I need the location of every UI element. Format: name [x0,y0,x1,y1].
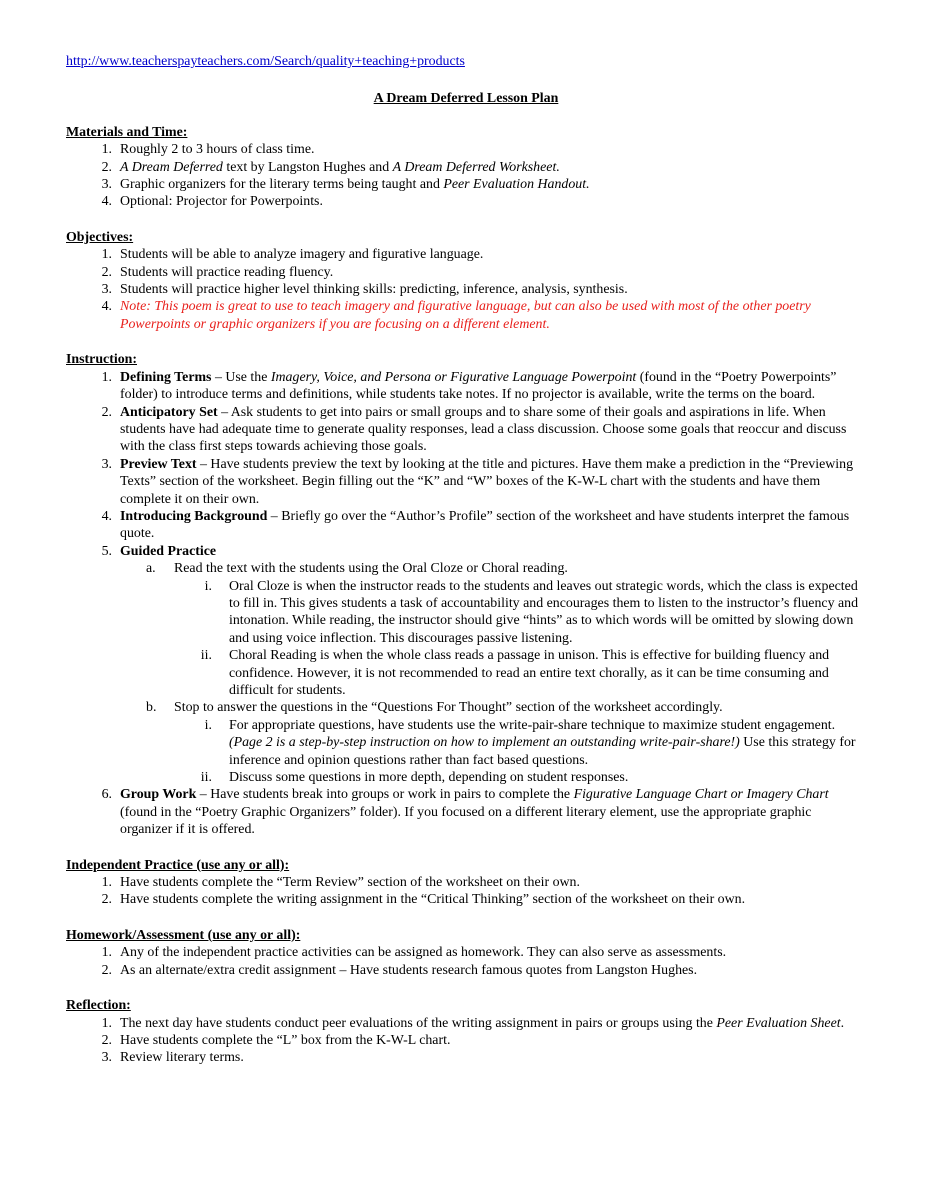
objectives-list [66,246,866,333]
list-item-number: ii. [200,770,212,786]
reflection-list [66,1015,866,1067]
list-item-number: 2. [101,892,112,908]
list-item-number: 2. [101,1032,112,1048]
list-item-number: i. [204,717,212,733]
homework-list [66,944,866,979]
list-item-text: For appropriate questions, have students use the write-pair-share technique to maximize student engagement. (Page 2 is a step-by-step instruction on how to implement an outstanding write-pair-share!) Use this strategy for inference and opinion questions rather than fact based questions. [229,717,856,768]
list-item-text: Any of the independent practice activities can be assigned as homework. They can also serve as assessments. [120,945,727,961]
list-item [66,786,866,838]
list-item-text: Anticipatory Set – Ask students to get into pairs or small groups and to share some of their goals and aspirations in life. When students have had adequate time to generate quality responses, lead a class discussion. Choose some goals that reoccur and discuss with the class first steps towards achieving those goals. [120,404,847,455]
reflection-heading: Reflection: [66,998,131,1014]
list-item [66,141,866,158]
list-item-text: Group Work – Have students break into groups or work in pairs to complete the Figurative Language Chart or Imagery Chart (found in the “Poetry Graphic Organizers” folder). If you focused on a different literary element, use the appropriate graphic organizer if it is offered. [120,787,829,838]
list-item-text: Read the text with the students using the Oral Cloze or Choral reading. [174,561,568,577]
list-item-number: 4. [101,508,112,524]
list-item [66,962,866,979]
list-item-number: b. [146,700,157,716]
list-item [66,456,866,508]
list-item-text: Introducing Background – Briefly go over the “Author’s Profile” section of the worksheet and have students interpret the famous quote. [120,508,850,542]
list-item-text: Graphic organizers for the literary terms being taught and Peer Evaluation Handout. [120,177,590,193]
list-item [66,1049,866,1066]
list-item-text: A Dream Deferred text by Langston Hughes and A Dream Deferred Worksheet. [120,159,560,175]
list-item-number: 1. [101,945,112,961]
list-item-text: Discuss some questions in more depth, depending on student responses. [229,770,629,786]
list-item-text: Optional: Projector for Powerpoints. [120,194,323,210]
list-item [66,193,866,210]
list-item-number: 2. [101,159,112,175]
list-item-text: Roughly 2 to 3 hours of class time. [120,142,315,158]
list-item-text: Review literary terms. [120,1050,244,1066]
list-item [66,560,866,577]
materials-list [66,141,866,211]
list-item [66,246,866,263]
list-item [66,717,866,769]
list-item-number: 3. [101,282,112,298]
list-item-number: 3. [101,177,112,193]
materials-section [66,124,866,211]
list-item-text: Students will be able to analyze imagery and figurative language. [120,247,484,263]
list-item-number: 2. [101,264,112,280]
instruction-list [66,369,866,839]
list-item [66,508,866,543]
list-item-text: Defining Terms – Use the Imagery, Voice, and Persona or Figurative Language Powerpoint (found in the “Poetry Powerpoints” folder) to introduce terms and definitions, while students take notes. If no projector is available, write the terms on the board. [120,369,837,403]
list-item [66,1032,866,1049]
list-item [66,769,866,786]
list-item [66,647,866,699]
list-item-number: i. [204,578,212,594]
list-item-number: 3. [101,1050,112,1066]
list-item [66,543,866,560]
list-item [66,298,866,333]
list-item-text: As an alternate/extra credit assignment – Have students research famous quotes from Langston Hughes. [120,962,698,978]
list-item-text: The next day have students conduct peer evaluations of the writing assignment in pairs or groups using the Peer Evaluation Sheet. [120,1015,845,1031]
list-item-text: Students will practice higher level thinking skills: predicting, inference, analysis, synthesis. [120,282,628,298]
list-item [66,369,866,404]
list-item-text: Guided Practice [120,543,217,559]
list-item-text: Note: This poem is great to use to teach imagery and figurative language, but can also be used with most of the other poetry Powerpoints or graphic organizers if you are focusing on a different element. [120,299,811,332]
list-item [66,891,866,908]
objectives-heading: Objectives: [66,229,134,245]
instruction-heading: Instruction: [66,352,137,368]
list-item-number: 1. [101,247,112,263]
list-item-number: 1. [101,142,112,158]
list-item [66,264,866,281]
list-item-text: Preview Text – Have students preview the text by looking at the title and pictures. Have them make a prediction in the “Previewing Texts” section of the worksheet. Begin filling out the “K” and “W” boxes of the K-W-L chart with the students and have them complete it on their own. [120,456,854,507]
list-item-number: a. [146,561,156,577]
list-item-number: 2. [101,404,112,420]
list-item-number: 4. [101,299,112,315]
list-item-text: Oral Cloze is when the instructor reads to the students and leaves out strategic words, which the class is expected to fill in. This gives students a task of accountability and encourages them to listen to the instructor’s fluency and intonation. While reading, the instructor should give “hints” as to which words will be omitted by slowing down and using voice inflection. This discourages passive listening. [229,578,859,646]
list-item [66,578,866,648]
objectives-section [66,229,866,333]
homework-section [66,927,866,979]
list-item [66,699,866,716]
list-item-number: 4. [101,194,112,210]
homework-heading: Homework/Assessment (use any or all): [66,927,301,943]
independent-practice-list [66,874,866,909]
list-item-number: 1. [101,875,112,891]
list-item-text: Stop to answer the questions in the “Questions For Thought” section of the worksheet accordingly. [174,700,723,716]
list-item [66,944,866,961]
reflection-section [66,997,866,1067]
list-item-number: 1. [101,369,112,385]
list-item-number: ii. [200,648,212,664]
document-page [66,53,866,1085]
list-item-text: Have students complete the writing assignment in the “Critical Thinking” section of the worksheet on their own. [120,892,746,908]
list-item [66,874,866,891]
source-link[interactable]: http://www.teacherspayteachers.com/Search/quality+teaching+products [66,54,465,69]
list-item-number: 1. [101,1015,112,1031]
list-item-text: Students will practice reading fluency. [120,264,334,280]
materials-heading: Materials and Time: [66,124,188,140]
list-item-text: Choral Reading is when the whole class reads a passage in unison. This is effective for building fluency and confidence. However, it is not recommended to read an entire text chorally, as it can be time consuming and difficult for students. [229,648,830,698]
list-item [66,176,866,193]
list-item-text: Have students complete the “Term Review” section of the worksheet on their own. [120,875,580,891]
page-title: A Dream Deferred Lesson Plan [373,91,559,107]
instruction-section [66,351,866,838]
list-item [66,1015,866,1032]
list-item [66,404,866,456]
list-item [66,159,866,176]
list-item-number: 2. [101,962,112,978]
list-item-number: 5. [101,543,112,559]
list-item-number: 3. [101,456,112,472]
list-item [66,281,866,298]
list-item-number: 6. [101,787,112,803]
list-item-text: Have students complete the “L” box from the K-W-L chart. [120,1032,451,1048]
independent-practice-heading: Independent Practice (use any or all): [66,857,290,873]
independent-practice-section [66,857,866,909]
